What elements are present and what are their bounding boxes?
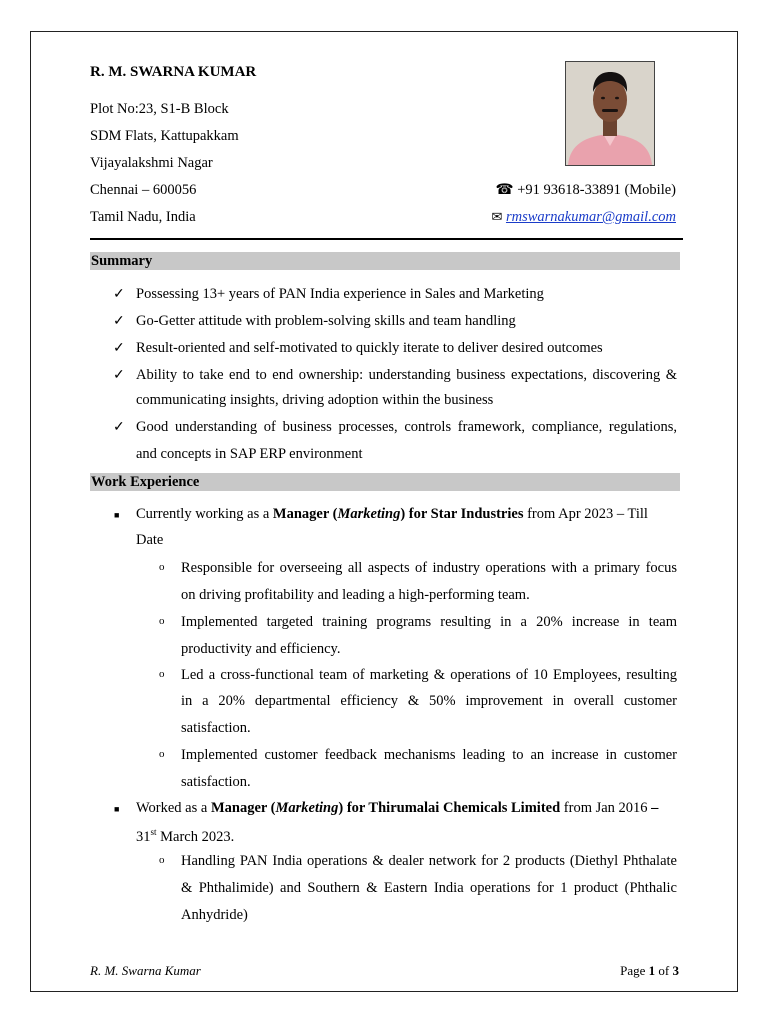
email-contact	[491, 209, 676, 226]
circle-bullet-icon: o	[159, 854, 165, 866]
square-bullet-icon: ■	[114, 510, 120, 520]
job-1-bullet-3-line-3: satisfaction.	[181, 720, 251, 736]
page-number: Page 1 of 3	[620, 963, 679, 978]
work-experience-heading: Work Experience	[90, 473, 680, 491]
check-icon: ✓	[113, 341, 125, 356]
email-link[interactable]: rmswarnakumar@gmail.com	[505, 209, 676, 225]
job-1-bullet-3-line-2: in a 20% departmental efficiency & 50% improvement in overall customer	[181, 693, 677, 709]
job-2-bullet-1-line-2: & Phthalimide) and Southern & Eastern India operations for 1 product (Phthalic	[181, 880, 677, 896]
summary-item-1: Possessing 13+ years of PAN India experience in Sales and Marketing	[136, 286, 544, 302]
job-1-bullet-4-line-2: satisfaction.	[181, 774, 251, 790]
profile-photo	[565, 61, 655, 166]
check-icon: ✓	[113, 314, 125, 329]
job-2-bullet-1-line-1: Handling PAN India operations & dealer network for 2 products (Diethyl Phthalate	[181, 853, 677, 869]
header-divider	[90, 238, 683, 240]
square-bullet-icon: ■	[114, 804, 120, 814]
job-1-bullet-1-line-1: Responsible for overseeing all aspects of industry operations with a primary focus	[181, 560, 677, 576]
summary-item-5-line-2: and concepts in SAP ERP environment	[136, 446, 363, 462]
envelope-icon: ✉	[491, 209, 503, 224]
job-2-headline-cont: 31st March 2023.	[136, 827, 235, 845]
job-2-bullet-1-line-3: Anhydride)	[181, 907, 248, 923]
address-line-2: SDM Flats, Kattupakkam	[90, 128, 239, 144]
job-1-bullet-1-line-2: on driving profitability and leading a high-performing team.	[181, 587, 530, 603]
summary-item-4-line-2: communicating insights, driving adoption within the business	[136, 392, 494, 408]
job-1-bullet-2-line-1: Implemented targeted training programs resulting in a 20% increase in team	[181, 614, 677, 630]
job-1-bullet-3-line-1: Led a cross-functional team of marketing & operations of 10 Employees, resulting	[181, 667, 677, 683]
address-line-3: Vijayalakshmi Nagar	[90, 155, 213, 171]
summary-item-2: Go-Getter attitude with problem-solving skills and team handling	[136, 313, 516, 329]
job-1-bullet-4-line-1: Implemented customer feedback mechanisms leading to an increase in customer	[181, 747, 677, 763]
check-icon: ✓	[113, 420, 125, 435]
circle-bullet-icon: o	[159, 615, 165, 627]
phone-number: +91 93618-33891 (Mobile)	[517, 182, 676, 198]
job-1-bullet-2-line-2: productivity and efficiency.	[181, 641, 341, 657]
summary-item-4-line-1: Ability to take end to end ownership: understanding business expectations, discovering &	[136, 367, 677, 383]
phone-contact	[496, 182, 677, 199]
candidate-name: R. M. SWARNA KUMAR	[90, 64, 257, 80]
check-icon: ✓	[113, 287, 125, 302]
circle-bullet-icon: o	[159, 748, 165, 760]
address-line-5: Tamil Nadu, India	[90, 209, 196, 225]
summary-item-3: Result-oriented and self-motivated to quickly iterate to deliver desired outcomes	[136, 340, 603, 356]
phone-icon: ☎	[495, 182, 514, 198]
job-2-headline: Worked as a Manager (Marketing) for Thirumalai Chemicals Limited from Jan 2016 –	[136, 800, 659, 816]
circle-bullet-icon: o	[159, 668, 165, 680]
summary-heading: Summary	[90, 252, 680, 270]
job-1-headline-cont: Date	[136, 532, 164, 548]
check-icon: ✓	[113, 368, 125, 383]
address-line-1: Plot No:23, S1-B Block	[90, 101, 229, 117]
job-1-headline: Currently working as a Manager (Marketing) for Star Industries from Apr 2023 – Till	[136, 506, 648, 522]
address-line-4: Chennai – 600056	[90, 182, 197, 198]
circle-bullet-icon: o	[159, 561, 165, 573]
footer-name: R. M. Swarna Kumar	[90, 963, 201, 978]
summary-item-5-line-1: Good understanding of business processes, controls framework, compliance, regulations,	[136, 419, 677, 435]
